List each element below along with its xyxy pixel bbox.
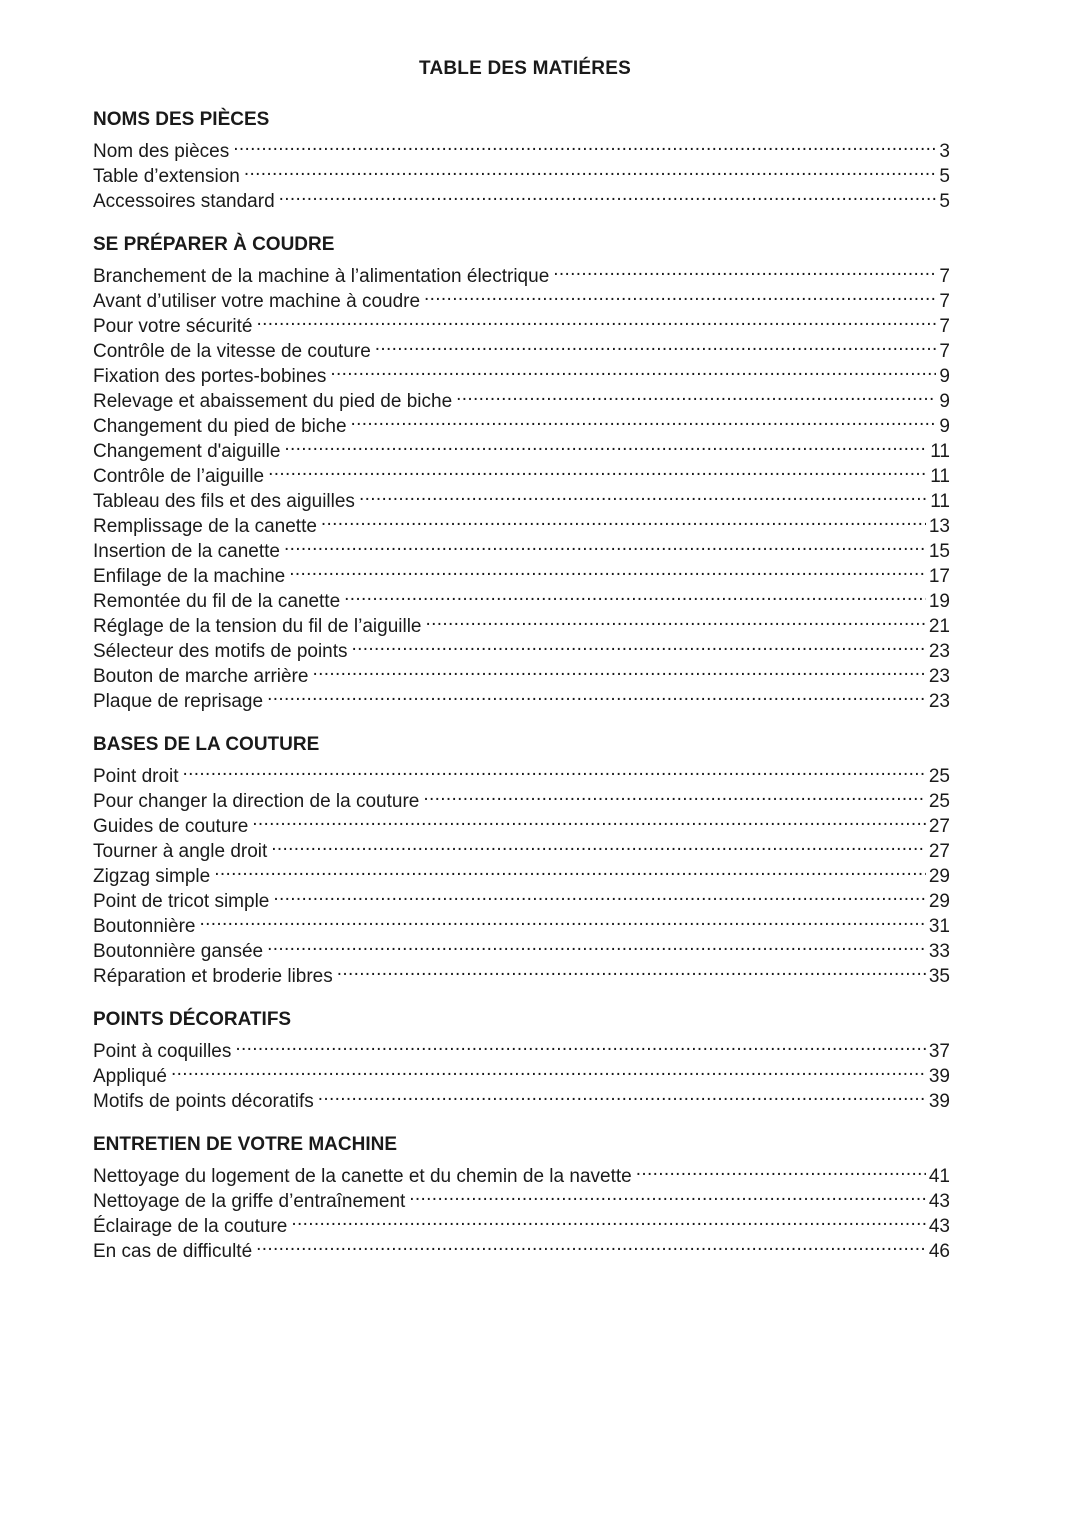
entry-page-number: 5: [939, 191, 950, 212]
dot-leader: [279, 182, 937, 207]
entry-page-number: 5: [939, 166, 950, 187]
toc-section: [93, 1132, 950, 1262]
toc-section: [93, 732, 950, 987]
section-heading: SE PRÉPARER À COUDRE: [93, 234, 335, 255]
entry-label: Tourner à angle droit: [93, 841, 268, 862]
entry-page-number: 31: [928, 916, 950, 937]
dot-leader: [271, 832, 926, 857]
dot-leader: [268, 457, 927, 482]
entry-label: Appliqué: [93, 1066, 167, 1087]
toc-entry[interactable]: [93, 1157, 950, 1187]
dot-leader: [312, 657, 925, 682]
toc-entry[interactable]: [93, 857, 950, 887]
entry-label: Fixation des portes-bobines: [93, 366, 327, 387]
entry-label: Nettoyage du logement de la canette et du chemin de la navette: [93, 1166, 632, 1187]
entry-page-number: 15: [928, 541, 950, 562]
entry-label: Avant d’utiliser votre machine à coudre: [93, 291, 421, 312]
dot-leader: [183, 757, 926, 782]
entry-page-number: 25: [928, 791, 950, 812]
entry-label: Relevage et abaissement du pied de biche: [93, 391, 453, 412]
entry-page-number: 11: [930, 466, 950, 487]
dot-leader: [423, 782, 925, 807]
dot-leader: [426, 607, 926, 632]
dot-leader: [351, 407, 937, 432]
entry-page-number: 23: [928, 666, 950, 687]
dot-leader: [233, 132, 936, 157]
entry-page-number: 25: [928, 766, 950, 787]
entry-label: Motifs de points décoratifs: [93, 1091, 314, 1112]
entry-label: Pour votre sécurité: [93, 316, 253, 337]
entry-page-number: 7: [939, 341, 950, 362]
dot-leader: [199, 907, 925, 932]
toc-entry[interactable]: [93, 1032, 950, 1062]
entry-label: Contrôle de l’aiguille: [93, 466, 265, 487]
entry-page-number: 39: [928, 1066, 950, 1087]
entry-label: Insertion de la canette: [93, 541, 280, 562]
section-heading: NOMS DES PIÈCES: [93, 109, 270, 130]
dot-leader: [252, 807, 926, 832]
dot-leader: [284, 432, 927, 457]
toc-section: [93, 1007, 950, 1112]
dot-leader: [330, 357, 936, 382]
entry-page-number: 7: [939, 316, 950, 337]
entry-page-number: 9: [939, 391, 950, 412]
entry-page-number: 41: [928, 1166, 950, 1187]
dot-leader: [244, 157, 937, 182]
table-of-contents: [93, 107, 950, 1282]
toc-entry[interactable]: [93, 907, 950, 937]
entry-label: Guides de couture: [93, 816, 249, 837]
toc-entry[interactable]: [93, 757, 950, 787]
dot-leader: [375, 332, 937, 357]
entry-page-number: 33: [928, 941, 950, 962]
entry-page-number: 37: [928, 1041, 950, 1062]
entry-page-number: 7: [939, 291, 950, 312]
entry-page-number: 9: [939, 416, 950, 437]
section-heading: BASES DE LA COUTURE: [93, 734, 320, 755]
entry-label: Remontée du fil de la canette: [93, 591, 341, 612]
entry-label: Plaque de reprisage: [93, 691, 264, 712]
entry-page-number: 13: [928, 516, 950, 537]
toc-entry[interactable]: [93, 132, 950, 162]
entry-page-number: 19: [928, 591, 950, 612]
dot-leader: [256, 1232, 926, 1257]
entry-label: Zigzag simple: [93, 866, 211, 887]
entry-label: En cas de difficulté: [93, 1241, 253, 1262]
toc-entry[interactable]: [93, 782, 950, 812]
dot-leader: [352, 632, 926, 657]
toc-section: [93, 107, 950, 212]
entry-page-number: 11: [930, 441, 950, 462]
entry-label: Sélecteur des motifs de points: [93, 641, 348, 662]
entry-label: Nettoyage de la griffe d’entraînement: [93, 1191, 406, 1212]
dot-leader: [337, 957, 926, 982]
entry-label: Éclairage de la couture: [93, 1216, 288, 1237]
dot-leader: [289, 557, 926, 582]
entry-page-number: 23: [928, 641, 950, 662]
entry-label: Pour changer la direction de la couture: [93, 791, 420, 812]
dot-leader: [424, 282, 936, 307]
entry-label: Table d’extension: [93, 166, 240, 187]
dot-leader: [273, 882, 926, 907]
dot-leader: [284, 532, 926, 557]
entry-page-number: 39: [928, 1091, 950, 1112]
entry-label: Point droit: [93, 766, 179, 787]
entry-label: Réglage de la tension du fil de l’aiguille: [93, 616, 422, 637]
toc-entry[interactable]: [93, 932, 950, 962]
dot-leader: [235, 1032, 925, 1057]
entry-page-number: 43: [928, 1216, 950, 1237]
entry-page-number: 29: [928, 866, 950, 887]
entry-label: Nom des pièces: [93, 141, 230, 162]
section-heading: POINTS DÉCORATIFS: [93, 1009, 292, 1030]
dot-leader: [321, 507, 926, 532]
entry-label: Tableau des fils et des aiguilles: [93, 491, 355, 512]
dot-leader: [318, 1082, 926, 1107]
entry-label: Bouton de marche arrière: [93, 666, 309, 687]
dot-leader: [409, 1182, 926, 1207]
entry-label: Remplissage de la canette: [93, 516, 317, 537]
entry-label: Réparation et broderie libres: [93, 966, 333, 987]
dot-leader: [267, 932, 926, 957]
dot-leader: [359, 482, 927, 507]
entry-label: Accessoires standard: [93, 191, 275, 212]
entry-page-number: 46: [928, 1241, 950, 1262]
toc-entry[interactable]: [93, 882, 950, 912]
entry-page-number: 21: [928, 616, 950, 637]
entry-label: Point à coquilles: [93, 1041, 232, 1062]
toc-section: [93, 232, 950, 712]
entry-label: Changement d'aiguille: [93, 441, 281, 462]
entry-label: Boutonnière gansée: [93, 941, 264, 962]
dot-leader: [344, 582, 926, 607]
entry-page-number: 11: [930, 491, 950, 512]
entry-page-number: 23: [928, 691, 950, 712]
page-title: TABLE DES MATIÉRES: [419, 58, 631, 79]
entry-page-number: 27: [928, 816, 950, 837]
entry-page-number: 7: [939, 266, 950, 287]
entry-page-number: 17: [928, 566, 950, 587]
dot-leader: [214, 857, 926, 882]
entry-label: Point de tricot simple: [93, 891, 270, 912]
entry-page-number: 29: [928, 891, 950, 912]
entry-label: Branchement de la machine à l’alimentation électrique: [93, 266, 550, 287]
entry-page-number: 3: [939, 141, 950, 162]
section-heading: ENTRETIEN DE VOTRE MACHINE: [93, 1134, 398, 1155]
entry-page-number: 27: [928, 841, 950, 862]
entry-label: Enfilage de la machine: [93, 566, 286, 587]
entry-page-number: 9: [939, 366, 950, 387]
dot-leader: [553, 257, 936, 282]
dot-leader: [291, 1207, 926, 1232]
dot-leader: [267, 682, 926, 707]
dot-leader: [256, 307, 936, 332]
entry-label: Contrôle de la vitesse de couture: [93, 341, 371, 362]
toc-entry[interactable]: [93, 257, 950, 287]
entry-label: Changement du pied de biche: [93, 416, 347, 437]
dot-leader: [171, 1057, 926, 1082]
dot-leader: [636, 1157, 926, 1182]
entry-page-number: 35: [928, 966, 950, 987]
toc-entry[interactable]: [93, 1057, 950, 1087]
dot-leader: [456, 382, 936, 407]
toc-entry[interactable]: [93, 1082, 950, 1112]
entry-label: Boutonnière: [93, 916, 196, 937]
entry-page-number: 43: [928, 1191, 950, 1212]
